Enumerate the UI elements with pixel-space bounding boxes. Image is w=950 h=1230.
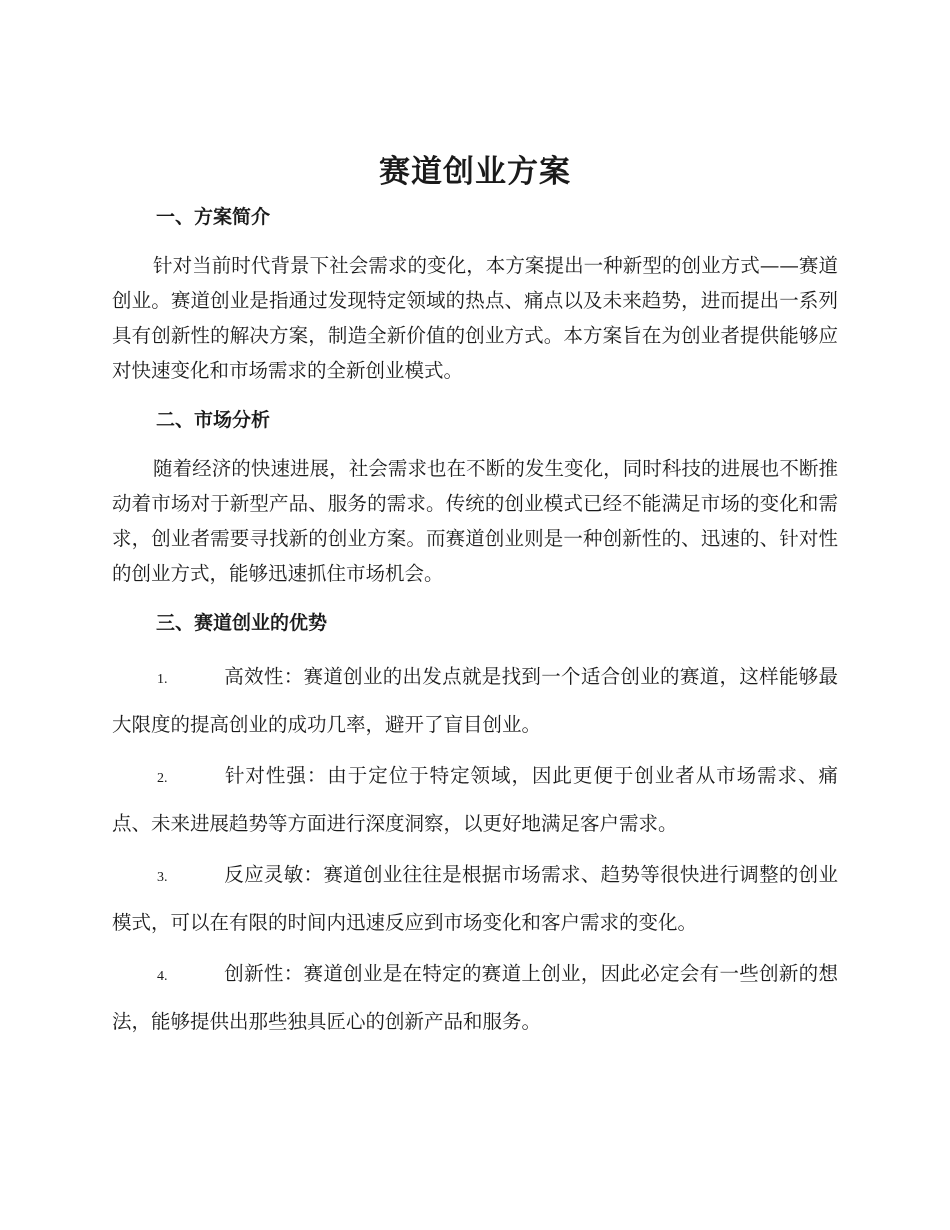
list-item-text: 创新性：赛道创业是在特定的赛道上创业，因此必定会有一些创新的想法，能够提供出那些独具匠心的创新产品和服务。	[112, 962, 838, 1033]
list-item	[112, 951, 838, 1044]
list-item-text: 针对性强：由于定位于特定领域，因此更便于创业者从市场需求、痛点、未来进展趋势等方面进行深度洞察，以更好地满足客户需求。	[112, 764, 838, 835]
section-market-analysis	[112, 405, 838, 591]
list-item-text: 高效性：赛道创业的出发点就是找到一个适合创业的赛道，这样能够最大限度的提高创业的成功几率，避开了盲目创业。	[112, 665, 838, 736]
list-item-number: 3.	[157, 870, 168, 885]
list-item-number: 4.	[157, 969, 168, 984]
list-item	[112, 753, 838, 846]
list-item	[112, 654, 838, 747]
list-item-text: 反应灵敏：赛道创业往往是根据市场需求、趋势等很快进行调整的创业模式，可以在有限的时间内迅速反应到市场变化和客户需求的变化。	[112, 863, 838, 934]
section-heading: 一、方案简介	[156, 206, 271, 228]
section-heading: 二、市场分析	[156, 409, 271, 431]
section-advantages	[112, 608, 838, 1044]
list-item-number: 2.	[157, 771, 168, 786]
list-item-number: 1.	[157, 672, 168, 687]
list-item	[112, 852, 838, 945]
section-introduction	[112, 202, 838, 388]
section-paragraph: 针对当前时代背景下社会需求的变化，本方案提出一种新型的创业方式——赛道创业。赛道创业是指通过发现特定领域的热点、痛点以及未来趋势，进而提出一系列具有创新性的解决方案，制造全新价值的创业方式。本方案旨在为创业者提供能够应对快速变化和市场需求的全新创业模式。	[112, 254, 838, 382]
section-heading: 三、赛道创业的优势	[156, 612, 328, 634]
section-paragraph: 随着经济的快速进展，社会需求也在不断的发生变化，同时科技的进展也不断推动着市场对于新型产品、服务的需求。传统的创业模式已经不能满足市场的变化和需求，创业者需要寻找新的创业方案。而赛道创业则是一种创新性的、迅速的、针对性的创业方式，能够迅速抓住市场机会。	[112, 457, 838, 585]
document-title: 赛道创业方案	[379, 154, 571, 190]
